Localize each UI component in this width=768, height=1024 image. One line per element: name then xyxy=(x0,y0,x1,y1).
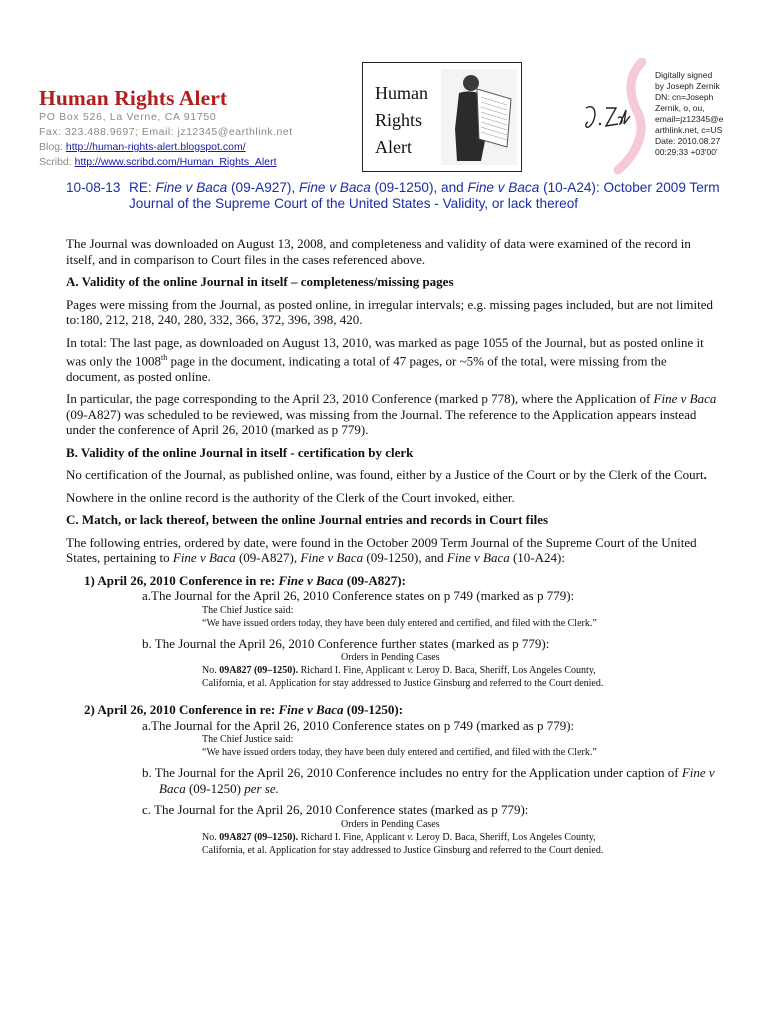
blog-link[interactable]: http://human-rights-alert.blogspot.com/ xyxy=(65,141,246,153)
section-c-heading: C. Match, or lack thereof, between the online Journal entries and records in Court files xyxy=(66,512,549,528)
section-b-para-2: Nowhere in the online record is the authority of the Clerk of the Court invoked, either. xyxy=(66,489,515,505)
item-heading: 1) April 26, 2010 Conference in re: Fine v Baca (09-A827): xyxy=(84,572,406,588)
section-c-para-1: The following entries, ordered by date, were found in the October 2009 Term Journal of the Supreme Court of the United States, pertaining to Fine v Baca (09-A827), Fine v Baca (09-1250), and Fine v Baca (10-A24): xyxy=(66,534,697,566)
subject-date: 10-08-13 xyxy=(66,180,121,195)
scribd-link[interactable]: http://www.scribd.com/Human_Rights_Alert xyxy=(74,156,277,168)
logo-line-3: Alert xyxy=(375,137,412,157)
subject-line xyxy=(66,180,721,211)
scribd-line xyxy=(39,156,277,168)
letterhead xyxy=(0,0,768,180)
orders-heading: Orders in Pending Cases xyxy=(341,652,440,664)
document-body xyxy=(66,236,718,857)
digital-signature-text: Digitally signed by Joseph Zernik DN: cn=Joseph Zernik, o, ou, email=jz12345@e arthlink.net, c=US Date: 2010.08.27 00:29:33 +03'00' xyxy=(655,70,724,157)
item-heading: 2) April 26, 2010 Conference in re: Fine v Baca (09-1250): xyxy=(84,702,404,718)
section-a-para-2: In total: The last page, as downloaded on August 13, 2010, was marked as page 1055 of the Journal, but as posted online it was only the 1008th page in the document, indicating a total of 47 pages, or ~5% of the total, were missing from the document, as posted online. xyxy=(66,334,704,384)
list-item xyxy=(66,702,718,857)
logo-photo xyxy=(441,69,517,165)
blog-line xyxy=(39,141,246,153)
logo-line-1: Human xyxy=(375,83,428,103)
list-item xyxy=(66,573,718,691)
section-a-heading: A. Validity of the online Journal in itself – completeness/missing pages xyxy=(66,274,454,289)
org-title: Human Rights Alert xyxy=(39,86,228,110)
logo-line-2: Rights xyxy=(375,110,423,130)
quote-line: The Chief Justice said: xyxy=(202,604,294,616)
item-sub-b: b. The Journal the April 26, 2010 Conference further states (marked as p 779): xyxy=(142,635,550,651)
order-line: California, et al. Application for stay addressed to Justice Ginsburg and referred to the Court denied. xyxy=(202,844,604,856)
signature-mark xyxy=(580,98,636,140)
quote-line: “We have issued orders today, they have been duly entered and certified, and filed with the Clerk.” xyxy=(202,617,597,629)
logo xyxy=(362,62,522,172)
order-line: No. 09A827 (09–1250). Richard I. Fine, Applicant v. Leroy D. Baca, Sheriff, Los Angeles County, xyxy=(202,665,596,677)
section-b-heading: B. Validity of the online Journal in itself - certification by clerk xyxy=(66,444,414,460)
order-line: No. 09A827 (09–1250). Richard I. Fine, Applicant v. Leroy D. Baca, Sheriff, Los Angeles County, xyxy=(202,831,596,843)
section-b-para-1: No certification of the Journal, as published online, was found, either by a Justice of the Court or by the Clerk of the Court. xyxy=(66,467,707,483)
fax-email: Fax: 323.488.9697; Email: jz12345@earthlink.net xyxy=(39,126,293,138)
section-a-para-1: Pages were missing from the Journal, as posted online, in irregular intervals; e.g. missing pages included, but are not limited to:180, 212, 218, 240, 280, 332, 366, 372, 396, 398, 420. xyxy=(66,296,713,327)
item-sub-a: a.The Journal for the April 26, 2010 Conference states on p 749 (marked as p 779): xyxy=(142,717,575,733)
address: PO Box 526, La Verne, CA 91750 xyxy=(39,111,217,123)
quote-line: The Chief Justice said: xyxy=(202,734,294,746)
scribd-label: Scribd: xyxy=(39,156,72,168)
blog-label: Blog: xyxy=(39,141,63,153)
orders-heading: Orders in Pending Cases xyxy=(341,818,440,830)
section-a-para-3: In particular, the page corresponding to the April 23, 2010 Conference (marked p 778), where the Application of Fine v Baca (09-A827) was scheduled to be reviewed, was missing from the Journal. The reference to the Application appears instead under the conference of April 26, 2010 (marked as p 779). xyxy=(66,391,717,438)
intro-paragraph: The Journal was downloaded on August 13, 2008, and completeness and validity of data were examined of the record in itself, and in comparison to Court files in the cases referenced above. xyxy=(66,236,691,267)
item-sub-a: a.The Journal for the April 26, 2010 Conference states on p 749 (marked as p 779): xyxy=(142,588,575,604)
order-line: California, et al. Application for stay addressed to Justice Ginsburg and referred to the Court denied. xyxy=(202,678,604,690)
quote-line: “We have issued orders today, they have been duly entered and certified, and filed with the Clerk.” xyxy=(202,747,597,759)
item-sub-c: c. The Journal for the April 26, 2010 Conference states (marked as p 779): xyxy=(142,802,529,818)
subject-text: RE: Fine v Baca (09-A927), Fine v Baca (09-1250), and Fine v Baca (10-A24): October 2009 Term Journal of the Supreme Court of the United States - Validity, or lack thereof xyxy=(129,180,720,211)
item-sub-b: b. The Journal for the April 26, 2010 Conference includes no entry for the Application under caption of Fine v Baca (09-1250) per se. xyxy=(142,765,715,796)
